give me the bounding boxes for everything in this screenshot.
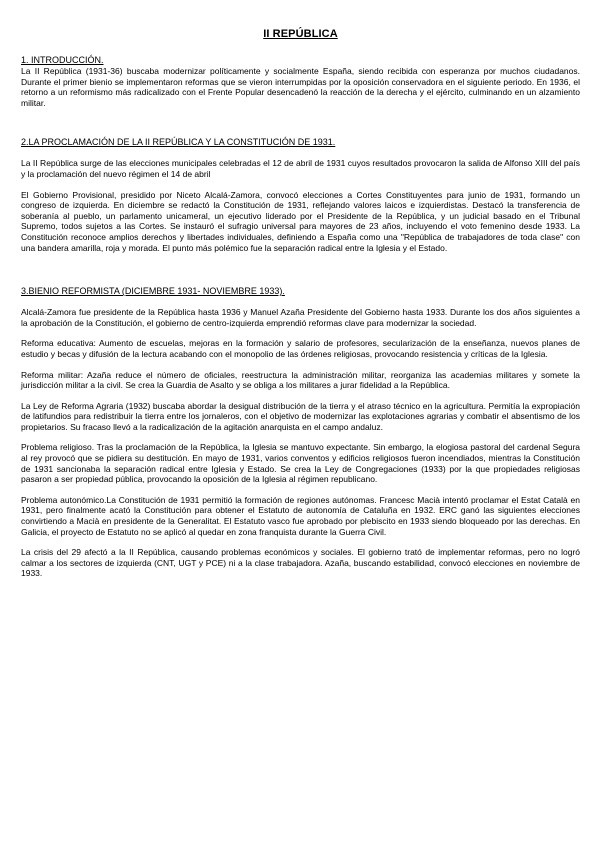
paragraph-problema-autonomico: Problema autonómico.La Constitución de 1931 permitió la formación de regiones autónomas. Francesc Macià intentó proclamar el Estat Català en 1931, pero finalmente acató la Constitución para obtener el Estatuto de autonomía de Cataluña en 1932. ERC ganó las siguientes elecciones convirtiendo a Macià en presidente de la Generalitat. El Estatuto vasco fue aprobado por plebiscito en 1933 siendo bloqueado por las derechas. En Galicia, el proyecto de Estatuto no se aplicó al quedar en zona franquista durante la Guerra Civil.	[21, 494, 580, 537]
paragraph: Alcalá-Zamora fue presidente de la República hasta 1936 y Manuel Azaña Presidente del Gobierno hasta 1933. Durante los dos años siguientes a la aprobación de la Constitución, el gobierno de centro-izquierda emprendió reformas clave para modernizar la sociedad.	[21, 307, 580, 328]
paragraph: El Gobierno Provisional, presidido por Niceto Alcalá-Zamora, convocó elecciones a Cortes Constituyentes para junio de 1931, formando un congreso de izquierda. En diciembre se redactó la Constitución de 1931, reflejando valores laicos e izquierdistas. Destacó la transferencia de soberanía al pueblo, un parlamento unicameral, un ejecutivo liderado por el Presidente de la República, y un judicial basado en el Tribunal Supremo, todos sujetos a las Cortes. Se instauró el sufragio universal para mayores de 23 años, incluyendo el voto femenino desde 1933. La Constitución reconoce amplios derechos y libertades individuales, definiendo a España como una "República de trabajadores de toda clase" con una bandera amarilla, roja y morada. El punto más polémico fue la separación radical entre la Iglesia y el Estado.	[21, 189, 580, 253]
section-heading-bienio-reformista: 3.BIENIO REFORMISTA (DICIEMBRE 1931- NOVIEMBRE 1933).	[21, 286, 285, 297]
paragraph: La II República (1931-36) buscaba modernizar políticamente y socialmente España, siendo recibida con esperanza por muchos ciudadanos. Durante el primer bienio se implementaron reformas que se vieron interrumpidas por la oposición conservadora en el siguiente periodo. En 1936, el retorno a un reformismo más radicalizado con el Frente Popular desencadenó la reacción de la derecha y el ejército, culminando en un alzamiento militar.	[21, 66, 580, 108]
paragraph-reforma-agraria: La Ley de Reforma Agraria (1932) buscaba abordar la desigual distribución de la tierra y el atraso técnico en la agricultura. Permitía la expropiación de latifundios para redistribuir la tierra entre los jornaleros, con el objetivo de modernizar las explotaciones agrarias y combatir el absentismo de los propietarios. Su fracaso llevó a la radicalización de la agitación anarquista en el campo andaluz.	[21, 400, 580, 432]
paragraph-crisis-29: La crisis del 29 afectó a la II República, causando problemas económicos y sociales. El gobierno trató de implementar reformas, pero no logró calmar a los sectores de izquierda (CNT, UGT y PCE) ni a la clase trabajadora. Azaña, buscando estabilidad, convocó elecciones en noviembre de 1933.	[21, 547, 580, 579]
document-title: II REPÚBLICA	[263, 28, 338, 40]
section-heading-proclamacion: 2.LA PROCLAMACIÓN DE LA II REPÚBLICA Y LA CONSTITUCIÓN DE 1931.	[21, 137, 336, 148]
paragraph-reforma-educativa: Reforma educativa: Aumento de escuelas, mejoras en la formación y salario de profesores, secularización de la enseñanza, nuevos planes de estudio y becas y difusión de la lectura acabando con el monopolio de las órdenes religiosas, provocando resistencia y críticas de la Iglesia.	[21, 338, 580, 359]
section-heading-introduccion: 1. INTRODUCCIÓN.	[21, 55, 104, 65]
paragraph-reforma-militar: Reforma militar: Azaña reduce el número de oficiales, reestructura la administración militar, reorganiza las academias militares y somete la jurisdicción militar a la civil. Se crea la Guardia de Asalto y se obliga a los militares a jurar fidelidad a la República.	[21, 369, 580, 391]
paragraph-problema-religioso: Problema religioso. Tras la proclamación de la República, la Iglesia se mantuvo expectante. Sin embargo, la elogiosa pastoral del cardenal Segura al rey provocó que se pidiera su destitución. En mayo de 1931, varios conventos y edificios religiosos fueron incendiados, mientras la Constitución de 1931 sancionaba la separación radical entre Iglesia y Estado. Se crea la Ley de Congregaciones (1933) por la que propiedades religiosas pasaron a ser propiedad pública, provocando la oposición de la Iglesia al régimen republicano.	[21, 442, 580, 485]
paragraph: La II República surge de las elecciones municipales celebradas el 12 de abril de 1931 cuyos resultados provocaron la salida de Alfonso XIII del país y la proclamación del nuevo régimen el 14 de abril	[21, 158, 580, 179]
